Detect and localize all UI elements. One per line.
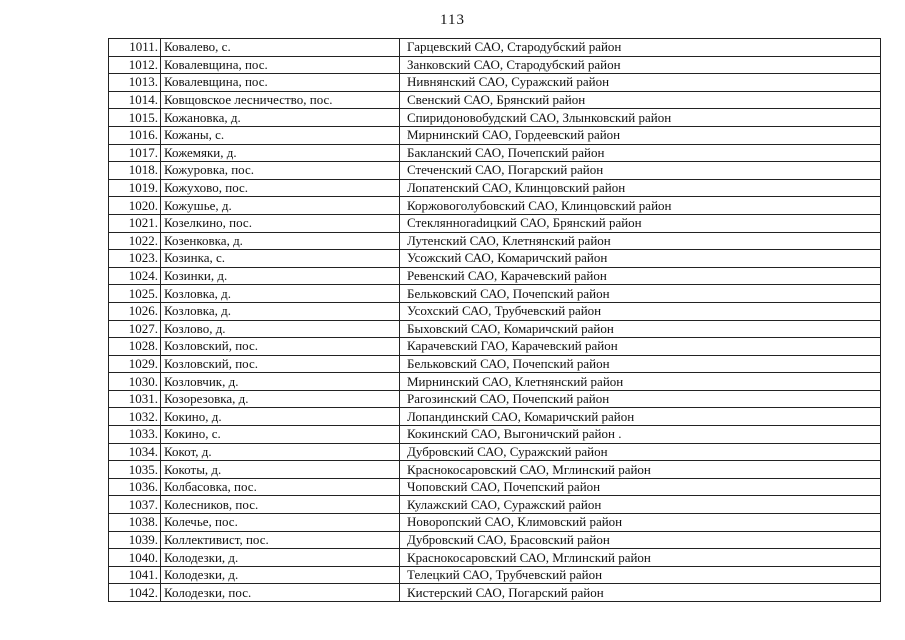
administrative-area: Мирнинский САО, Клетнянский район <box>400 373 881 391</box>
settlement-name: Кожухово, пос. <box>161 179 400 197</box>
row-number: 1020. <box>109 197 161 215</box>
table-row <box>109 250 881 268</box>
administrative-area: Свенский САО, Брянский район <box>400 91 881 109</box>
table-row <box>109 338 881 356</box>
table-row <box>109 584 881 602</box>
settlement-name: Колодезки, д. <box>161 549 400 567</box>
administrative-area: Бакланский САО, Почепский район <box>400 144 881 162</box>
administrative-area: Усохский САО, Трубчевский район <box>400 302 881 320</box>
row-number: 1017. <box>109 144 161 162</box>
administrative-area: Бельковский САО, Почепский район <box>400 285 881 303</box>
table-row <box>109 126 881 144</box>
table-row <box>109 56 881 74</box>
table-row <box>109 214 881 232</box>
settlement-name: Колодезки, д. <box>161 566 400 584</box>
row-number: 1029. <box>109 355 161 373</box>
row-number: 1039. <box>109 531 161 549</box>
table-row <box>109 320 881 338</box>
table-row <box>109 74 881 92</box>
administrative-area: Новоропский САО, Климовский район <box>400 514 881 532</box>
administrative-area: Усожский САО, Комаричский район <box>400 250 881 268</box>
settlement-name: Ковалевщина, пос. <box>161 56 400 74</box>
row-number: 1012. <box>109 56 161 74</box>
administrative-area: Стеклянноradицкий САО, Брянский район <box>400 214 881 232</box>
administrative-area: Гарцевский САО, Стародубский район <box>400 39 881 57</box>
administrative-area: Спиридоновобудский САО, Злынковский район <box>400 109 881 127</box>
table-row <box>109 144 881 162</box>
table-row <box>109 179 881 197</box>
administrative-area: Дубровский САО, Брасовский район <box>400 531 881 549</box>
row-number: 1033. <box>109 426 161 444</box>
administrative-area: Краснокосаровский САО, Мглинский район <box>400 461 881 479</box>
administrative-area: Рагозинский САО, Почепский район <box>400 390 881 408</box>
settlement-name: Кокоты, д. <box>161 461 400 479</box>
table-row <box>109 197 881 215</box>
row-number: 1026. <box>109 302 161 320</box>
table-row <box>109 566 881 584</box>
settlement-name: Колодезки, пос. <box>161 584 400 602</box>
row-number: 1014. <box>109 91 161 109</box>
administrative-area: Занковский САО, Стародубский район <box>400 56 881 74</box>
administrative-area: Телецкий САО, Трубчевский район <box>400 566 881 584</box>
settlement-name: Козловчик, д. <box>161 373 400 391</box>
settlement-name: Кожемяки, д. <box>161 144 400 162</box>
row-number: 1035. <box>109 461 161 479</box>
administrative-area: Быховский САО, Комаричский район <box>400 320 881 338</box>
administrative-area: Лопандинский САО, Комаричский район <box>400 408 881 426</box>
administrative-area: Дубровский САО, Суражский район <box>400 443 881 461</box>
settlement-name: Козловский, пос. <box>161 355 400 373</box>
table-row <box>109 514 881 532</box>
row-number: 1028. <box>109 338 161 356</box>
settlement-name: Кокино, д. <box>161 408 400 426</box>
table-row <box>109 162 881 180</box>
table-row <box>109 39 881 57</box>
table-row <box>109 496 881 514</box>
administrative-area: Чоповский САО, Почепский район <box>400 478 881 496</box>
administrative-area: Ревенский САО, Карачевский район <box>400 267 881 285</box>
row-number: 1016. <box>109 126 161 144</box>
administrative-area: Стеченский САО, Погарский район <box>400 162 881 180</box>
settlement-name: Кокино, с. <box>161 426 400 444</box>
administrative-area: Лутенский САО, Клетнянский район <box>400 232 881 250</box>
row-number: 1011. <box>109 39 161 57</box>
table-row <box>109 109 881 127</box>
settlement-name: Козловка, д. <box>161 285 400 303</box>
table-row <box>109 373 881 391</box>
settlement-name: Колесников, пос. <box>161 496 400 514</box>
table-row <box>109 549 881 567</box>
table-row <box>109 531 881 549</box>
row-number: 1018. <box>109 162 161 180</box>
settlement-name: Колечье, пос. <box>161 514 400 532</box>
row-number: 1034. <box>109 443 161 461</box>
administrative-area: Кулажский САО, Суражский район <box>400 496 881 514</box>
table-row <box>109 390 881 408</box>
table-row <box>109 285 881 303</box>
table-row <box>109 302 881 320</box>
settlement-name: Кожаны, с. <box>161 126 400 144</box>
settlement-name: Козлово, д. <box>161 320 400 338</box>
row-number: 1036. <box>109 478 161 496</box>
row-number: 1027. <box>109 320 161 338</box>
administrative-area: Коржовоголубовский САО, Клинцовский район <box>400 197 881 215</box>
table-row <box>109 461 881 479</box>
settlement-name: Кожуровка, пос. <box>161 162 400 180</box>
row-number: 1022. <box>109 232 161 250</box>
table-row <box>109 426 881 444</box>
settlement-name: Козенковка, д. <box>161 232 400 250</box>
table-row <box>109 91 881 109</box>
row-number: 1037. <box>109 496 161 514</box>
settlement-name: Ковщовское лесничество, пос. <box>161 91 400 109</box>
row-number: 1041. <box>109 566 161 584</box>
administrative-area: Кистерский САО, Погарский район <box>400 584 881 602</box>
row-number: 1023. <box>109 250 161 268</box>
settlement-name: Козорезовка, д. <box>161 390 400 408</box>
administrative-area: Нивнянский САО, Суражский район <box>400 74 881 92</box>
table-row <box>109 355 881 373</box>
settlements-table <box>108 38 881 602</box>
table-body <box>109 39 881 602</box>
settlement-name: Кожановка, д. <box>161 109 400 127</box>
settlement-name: Кокот, д. <box>161 443 400 461</box>
settlement-name: Коллективист, пос. <box>161 531 400 549</box>
row-number: 1025. <box>109 285 161 303</box>
settlement-name: Козловский, пос. <box>161 338 400 356</box>
table-row <box>109 267 881 285</box>
page-number: 113 <box>440 12 465 28</box>
administrative-area: Кокинский САО, Выгоничский район . <box>400 426 881 444</box>
table-row <box>109 232 881 250</box>
table-row <box>109 408 881 426</box>
row-number: 1015. <box>109 109 161 127</box>
table-row <box>109 478 881 496</box>
row-number: 1040. <box>109 549 161 567</box>
administrative-area: Краснокосаровский САО, Мглинский район <box>400 549 881 567</box>
settlement-name: Козелкино, пос. <box>161 214 400 232</box>
table-row <box>109 443 881 461</box>
row-number: 1021. <box>109 214 161 232</box>
row-number: 1042. <box>109 584 161 602</box>
row-number: 1019. <box>109 179 161 197</box>
settlement-name: Ковалево, с. <box>161 39 400 57</box>
settlement-name: Колбасовка, пос. <box>161 478 400 496</box>
row-number: 1031. <box>109 390 161 408</box>
settlement-name: Козинка, с. <box>161 250 400 268</box>
row-number: 1013. <box>109 74 161 92</box>
administrative-area: Карачевский ГАО, Карачевский район <box>400 338 881 356</box>
administrative-area: Мирнинский САО, Гордеевский район <box>400 126 881 144</box>
administrative-area: Бельковский САО, Почепский район <box>400 355 881 373</box>
settlement-name: Козинки, д. <box>161 267 400 285</box>
row-number: 1030. <box>109 373 161 391</box>
settlement-name: Ковалевщина, пос. <box>161 74 400 92</box>
row-number: 1024. <box>109 267 161 285</box>
administrative-area: Лопатенский САО, Клинцовский район <box>400 179 881 197</box>
row-number: 1038. <box>109 514 161 532</box>
row-number: 1032. <box>109 408 161 426</box>
settlement-name: Козловка, д. <box>161 302 400 320</box>
settlement-name: Кожушье, д. <box>161 197 400 215</box>
